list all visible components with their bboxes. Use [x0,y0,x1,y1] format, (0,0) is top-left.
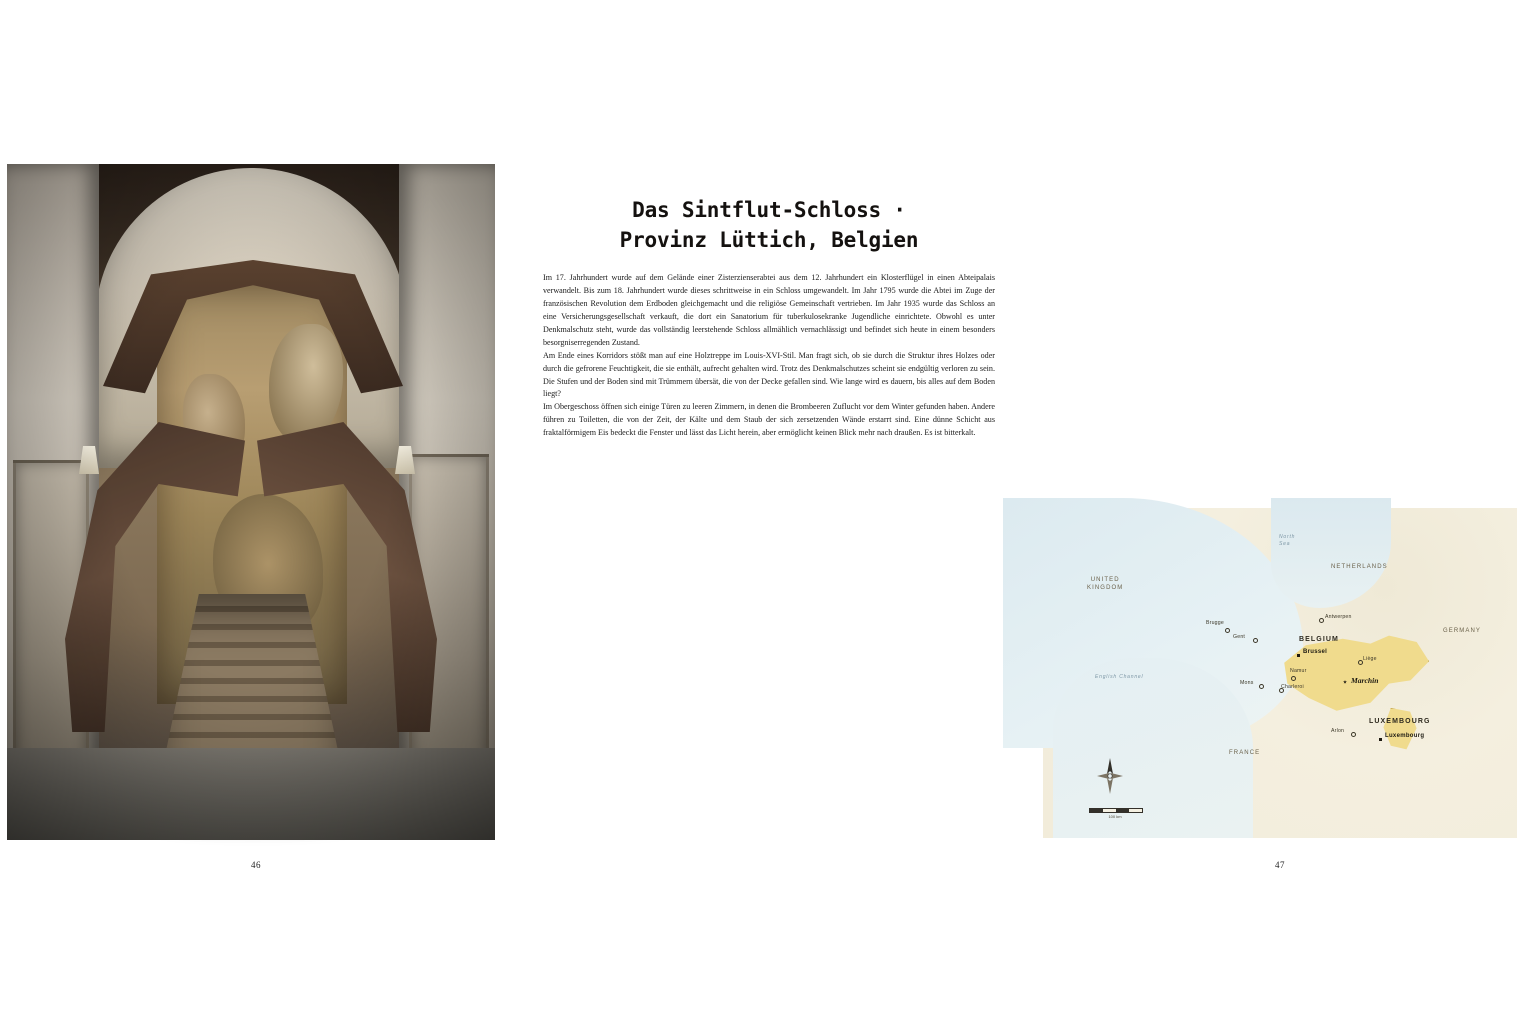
right-page [512,0,1482,1024]
map-label-english-channel: English Channel [1095,674,1144,680]
map-dot-brussel [1297,654,1300,657]
photo-floor [7,748,495,840]
left-page [0,0,512,1024]
map-label-france: FRANCE [1229,750,1261,756]
locator-map [1043,508,1517,838]
map-label-netherlands: NETHERLANDS [1331,564,1388,570]
map-scale-bar [1089,808,1141,819]
map-label-marchin: Marchin [1351,676,1379,685]
page-number-right: 47 [1275,860,1285,870]
map-dot-namur [1291,676,1296,681]
map-label-mons: Mons [1240,680,1254,686]
map-label-namur: Namur [1290,668,1307,674]
body-paragraph: Im Obergeschoss öffnen sich einige Türen zu leeren Zimmern, in denen die Brombeeren Zuflucht vor dem Winter gefunden haben. Andere führen zu Toiletten, die von der Zeit, der Kälte und dem Staub der sich zersetzenden Wände erstarrt sind. Eine dünne Schicht aus fraktalförmigem Eis bedeckt die Fenster und lässt das Licht herein, aber ermöglicht keinen Blick mehr nach draußen. Es ist bitterkalt. [543,402,995,438]
map-label-united-kingdom: UNITED KINGDOM [1087,577,1124,592]
map-label-north-sea: North Sea [1279,534,1296,547]
map-label-gent: Gent [1233,634,1246,640]
compass-rose-icon [1095,756,1125,796]
page-number-left: 46 [251,860,261,870]
map-label-arlon: Arlon [1331,728,1345,734]
map-label-belgium: BELGIUM [1299,636,1339,643]
body-paragraph: Im 17. Jahrhundert wurde auf dem Gelände einer Zisterzienserabtei aus dem 12. Jahrhundert ein Klosterflügel in einen Abteipalais verwandelt. Bis zum 18. Jahrhundert wurde dieses schrittweise in ein Schloss umgewandelt. Im Jahr 1795 wurde die Abtei im Zuge der französischen Revolution dem Erdboden gleichgemacht und die religiöse Gemeinschaft vertrieben. Im Jahr 1935 wurde das Schloss an eine Versicherungsgesellschaft verkauft, die dort ein Sanatorium für tuberkulosekranke Jugendliche einrichtete. Obwohl es unter Denkmalschutz steht, wurde das vollständig leerstehende Schloss allmählich vernachlässigt und befindet sich heute in einem besonders besorgniserregenden Zustand. [543,273,995,347]
photo-credit: © Photo by Mathieu [25,889,30,934]
map-scale-track [1089,808,1143,813]
body-paragraph: Am Ende eines Korridors stößt man auf eine Holztreppe im Louis-XVI-Stil. Man fragt sich, ob sie durch die Struktur ihres Holzes oder durch die gefrorene Feuchtigkeit, die sie enthält, aufrecht gehalten wird. Trotz des Denkmalschutzes scheint sie endgültig verloren zu sein. Die Stufen und der Boden sind mit Trümmern übersät, die von der Decke gefallen sind. Wie lange wird es dauern, bis alles auf dem Boden liegt? [543,350,995,399]
page-title-line-1: Das Sintflut-Schloss · [632,198,906,223]
page-title-line-2: Provinz Lüttich, Belgien [619,227,919,252]
map-label-luxembourg: LUXEMBOURG [1369,718,1431,725]
map-label-germany: GERMANY [1443,628,1482,634]
map-dot-luxembourg-city [1379,738,1382,741]
map-label-brugge: Brugge [1206,620,1224,626]
body-text [543,272,995,440]
map-dot-antwerpen [1319,618,1324,623]
map-label-liege: Liège [1363,656,1377,662]
map-dot-gent [1253,638,1258,643]
map-label-brussel: Brussel [1303,649,1328,655]
map-dot-brugge [1225,628,1230,633]
map-label-charleroi: Charleroi [1281,684,1304,690]
map-channel-water [1053,658,1253,838]
page-title [534,196,1004,256]
map-label-luxembourg-city: Luxembourg [1385,733,1425,739]
map-scale-label: 100 km [1108,814,1122,819]
map-dot-mons [1259,684,1264,689]
map-label-antwerpen: Antwerpen [1325,614,1352,620]
map-dot-arlon [1351,732,1356,737]
